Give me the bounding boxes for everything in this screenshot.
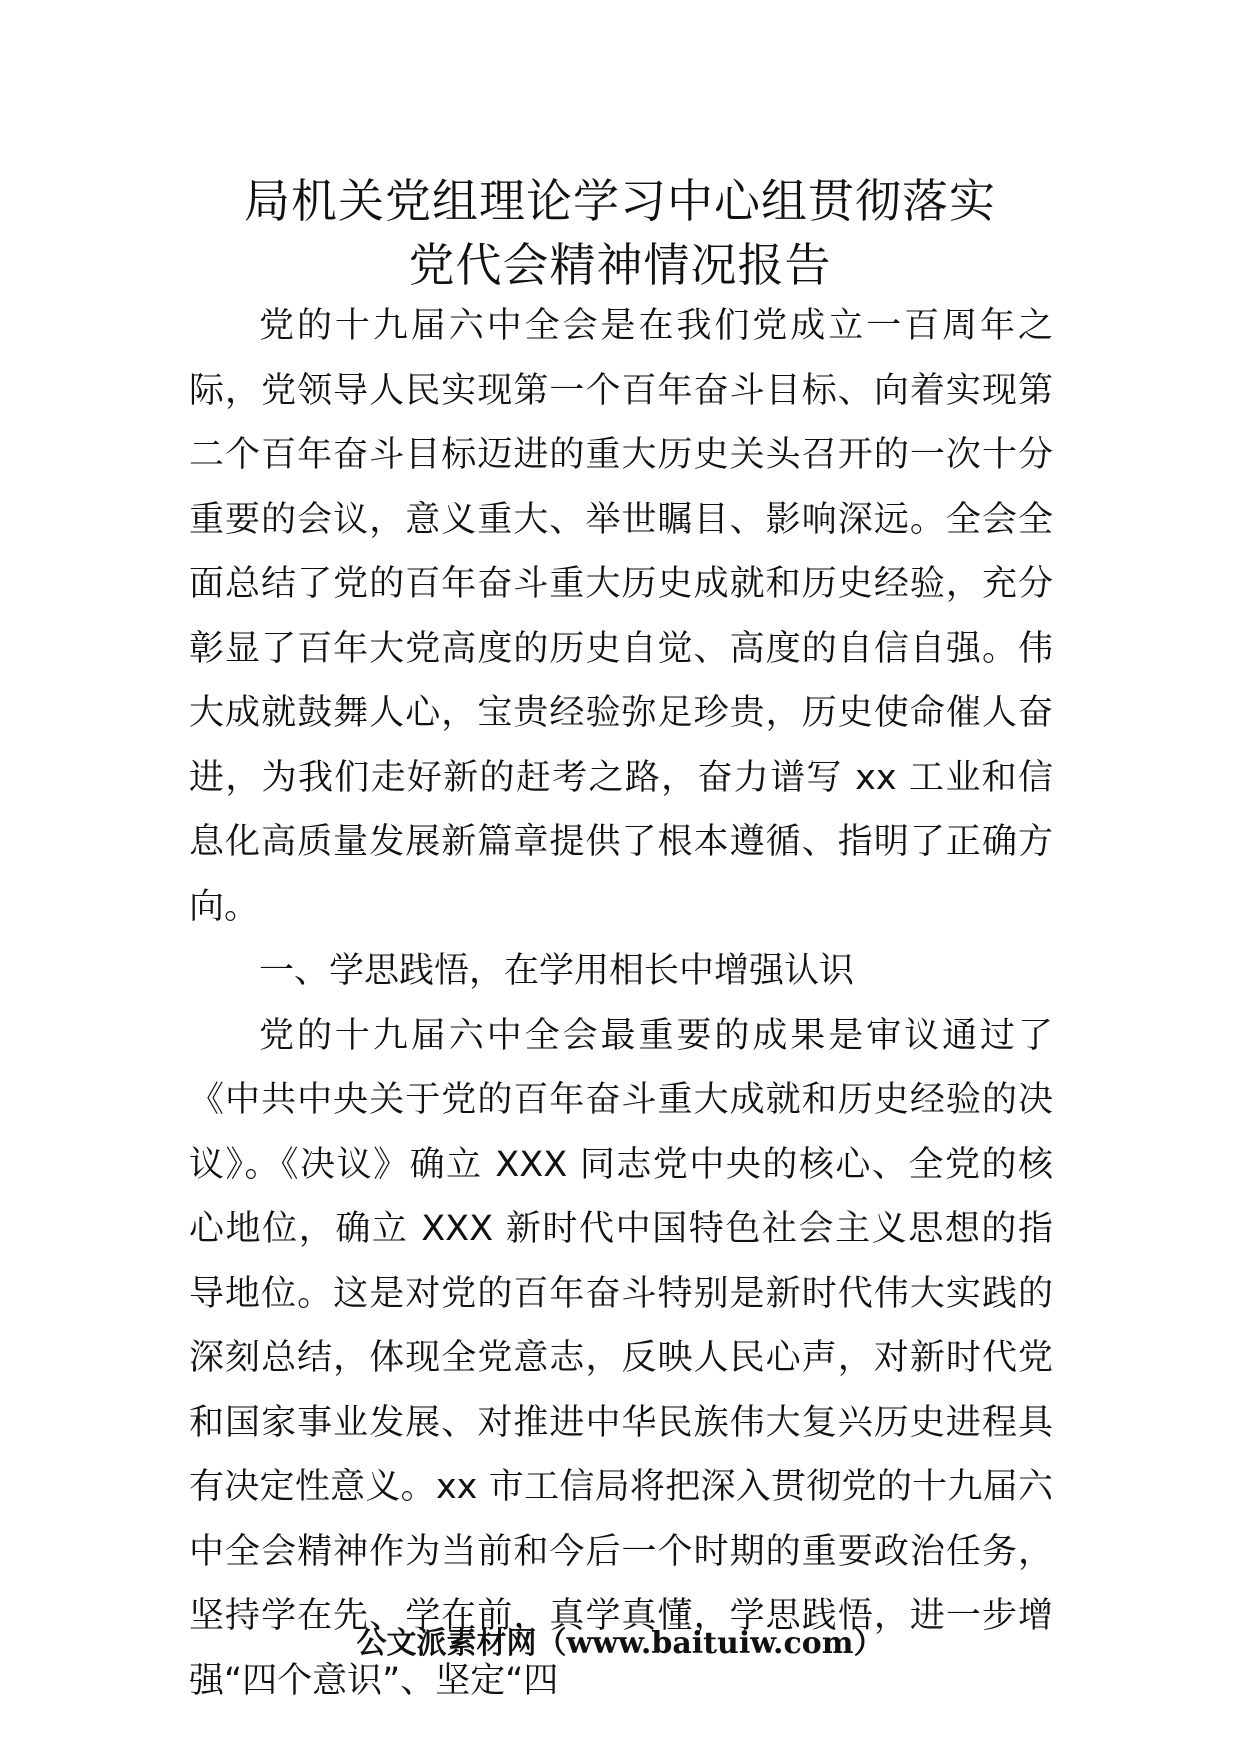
footer-watermark: 公文派素材网（www.baituiw.com） xyxy=(356,1626,884,1661)
body-paragraph: 党的十九届六中全会最重要的成果是审议通过了《中共中央关于党的百年奋斗重大成就和历史经验的决议》。《决议》确立 XXX 同志党中央的核心、全党的核心地位，确立 XXX 新时代中国特色社会主义思想的指导地位。这是对党的百年奋斗特别是新时代伟大实践的深刻总结，体现全党意志，反映人民心声，对新时代党和国家事业发展、对推进中华民族伟大复兴历史进程具有决定性意义。xx 市工信局将把深入贯彻党的十九届六中全会精神作为当前和今后一个时期的重要政治任务，坚持学在先、学在前，真学真懂，学思践悟，进一步增强“四个意识”、坚定“四 xyxy=(189,1015,1053,1701)
document-title-line-1: 局机关党组理论学习中心组贯彻落实 xyxy=(244,174,996,228)
section-heading: 一、学思践悟，在学用相长中增强认识 xyxy=(259,951,855,991)
document-body xyxy=(189,294,1053,1713)
document-title-line-2: 党代会精神情况报告 xyxy=(408,238,832,292)
body-paragraph: 党的十九届六中全会是在我们党成立一百周年之际，党领导人民实现第一个百年奋斗目标、向着实现第二个百年奋斗目标迈进的重大历史关头召开的一次十分重要的会议，意义重大、举世瞩目、影响深远。全会全面总结了党的百年奋斗重大历史成就和历史经验，充分彰显了百年大党高度的历史自觉、高度的自信自强。伟大成就鼓舞人心，宝贵经验弥足珍贵，历史使命催人奋进，为我们走好新的赶考之路，奋力谱写 xx 工业和信息化高质量发展新篇章提供了根本遵循、指明了正确方向。 xyxy=(189,306,1053,927)
